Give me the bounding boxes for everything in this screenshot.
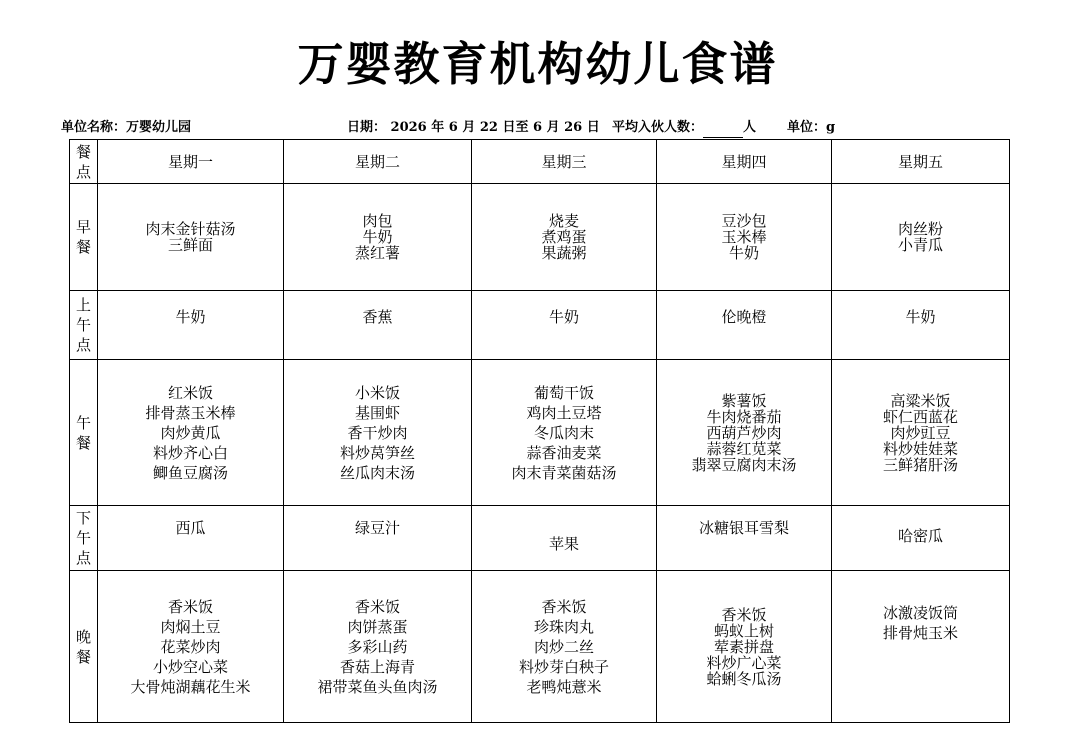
day-header: 星期三 xyxy=(472,140,657,184)
meal-row-breakfast xyxy=(70,184,1010,291)
menu-cell: 香米饭 肉焖土豆 花菜炒肉 小炒空心菜 大骨炖湖藕花生米 xyxy=(98,571,284,723)
menu-cell: 香米饭 珍珠肉丸 肉炒二丝 料炒芽白秧子 老鸭炖薏米 xyxy=(472,571,657,723)
day-header: 星期一 xyxy=(98,140,284,184)
menu-cell: 牛奶 xyxy=(472,291,657,360)
unit-name: 单位名称：万婴幼儿园 xyxy=(61,120,192,135)
meal-row-afternoon-snack xyxy=(70,506,1010,571)
menu-cell: 肉末金针菇汤 三鲜面 xyxy=(98,184,284,291)
menu-cell: 葡萄干饭 鸡肉土豆塔 冬瓜肉末 蒜香油麦菜 肉末青菜菌菇汤 xyxy=(472,360,657,506)
meal-label-morning-snack: 上 午 点 xyxy=(70,291,98,360)
measure-unit: 单位：g xyxy=(787,120,836,135)
menu-cell: 豆沙包 玉米棒 牛奶 xyxy=(657,184,832,291)
menu-cell: 伦晚橙 xyxy=(657,291,832,360)
menu-cell: 牛奶 xyxy=(98,291,284,360)
menu-table xyxy=(69,139,1010,723)
average-attendance-blank xyxy=(703,123,743,138)
menu-cell: 香蕉 xyxy=(284,291,472,360)
menu-cell: 香米饭 蚂蚁上树 荤素拼盘 料炒广心菜 蛤蜊冬瓜汤 xyxy=(657,571,832,723)
menu-cell: 苹果 xyxy=(472,506,657,571)
day-header: 星期二 xyxy=(284,140,472,184)
menu-cell: 香米饭 肉饼蒸蛋 多彩山药 香菇上海青 裙带菜鱼头鱼肉汤 xyxy=(284,571,472,723)
average-attendance xyxy=(612,118,756,138)
header-row xyxy=(70,140,1010,184)
menu-cell: 绿豆汁 xyxy=(284,506,472,571)
meal-label-lunch: 午 餐 xyxy=(70,360,98,506)
day-header: 星期四 xyxy=(657,140,832,184)
menu-cell: 红米饭 排骨蒸玉米棒 肉炒黄瓜 料炒齐心白 鲫鱼豆腐汤 xyxy=(98,360,284,506)
menu-cell: 紫薯饭 牛肉烧番茄 西葫芦炒肉 蒜蓉红苋菜 翡翠豆腐肉末汤 xyxy=(657,360,832,506)
day-header: 星期五 xyxy=(832,140,1010,184)
meal-row-lunch xyxy=(70,360,1010,506)
meal-label-afternoon-snack: 下 午 点 xyxy=(70,506,98,571)
average-attendance-suffix: 人 xyxy=(743,120,757,135)
menu-cell: 冰激凌饭筒 排骨炖玉米 xyxy=(832,571,1010,723)
menu-cell: 小米饭 基围虾 香干炒肉 料炒莴笋丝 丝瓜肉末汤 xyxy=(284,360,472,506)
menu-cell: 西瓜 xyxy=(98,506,284,571)
menu-cell: 高粱米饭 虾仁西蓝花 肉炒豇豆 料炒娃娃菜 三鲜猪肝汤 xyxy=(832,360,1010,506)
menu-cell: 肉包 牛奶 蒸红薯 xyxy=(284,184,472,291)
menu-cell: 牛奶 xyxy=(832,291,1010,360)
meal-row-morning-snack xyxy=(70,291,1010,360)
menu-cell: 肉丝粉 小青瓜 xyxy=(832,184,1010,291)
corner-header: 餐 点 xyxy=(70,140,98,184)
menu-cell: 烧麦 煮鸡蛋 果蔬粥 xyxy=(472,184,657,291)
average-attendance-label: 平均入伙人数： xyxy=(612,120,704,135)
menu-cell: 冰糖银耳雪梨 xyxy=(657,506,832,571)
meal-row-dinner xyxy=(70,571,1010,723)
meal-label-breakfast: 早 餐 xyxy=(70,184,98,291)
page-title: 万婴教育机构幼儿食谱 xyxy=(297,37,778,91)
menu-cell: 哈密瓜 xyxy=(832,506,1010,571)
date-range: 日期： 2026 年 6 月 22 日至 6 月 26 日 xyxy=(347,120,600,135)
meal-label-dinner: 晚 餐 xyxy=(70,571,98,723)
